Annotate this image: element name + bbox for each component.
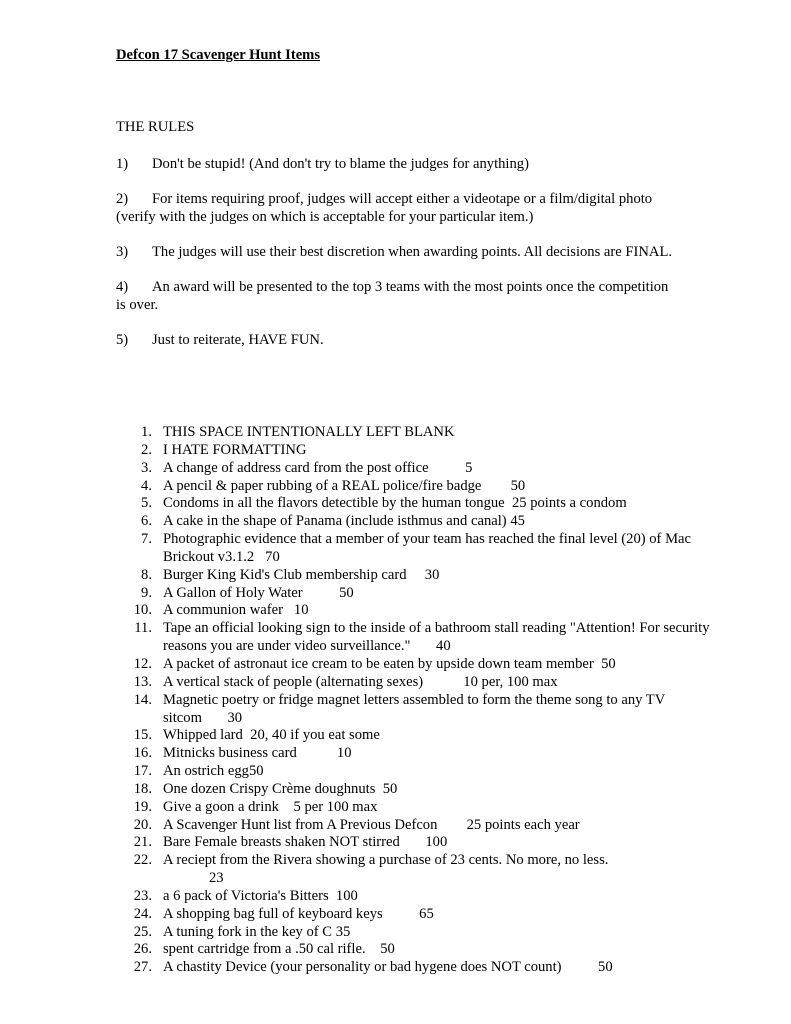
item-number: 15. bbox=[133, 727, 152, 744]
item-text: Condoms in all the flavors detectible by the human tongue bbox=[163, 495, 505, 512]
list-item bbox=[116, 442, 716, 460]
item-number: 13. bbox=[133, 673, 152, 690]
item-text: A shopping bag full of keyboard keys bbox=[163, 905, 383, 922]
item-points: 30 bbox=[227, 709, 243, 726]
item-text: A packet of astronaut ice cream to be eaten by upside down team member bbox=[163, 655, 594, 672]
item-points: 50 bbox=[601, 655, 616, 672]
item-number: 27. bbox=[133, 959, 152, 976]
list-item bbox=[116, 460, 716, 478]
rule-number: 2) bbox=[116, 191, 129, 207]
list-item bbox=[116, 852, 716, 888]
item-points: 65 bbox=[419, 905, 434, 922]
item-points: 50 bbox=[510, 477, 526, 494]
list-item bbox=[116, 692, 716, 728]
item-text: I HATE FORMATTING bbox=[163, 441, 307, 458]
list-item bbox=[116, 531, 716, 567]
item-points: 10 bbox=[293, 602, 309, 619]
item-points: 25 points each year bbox=[466, 816, 580, 833]
item-text: A pencil & paper rubbing of a REAL police/fire badge bbox=[163, 477, 482, 494]
item-text: a 6 pack of Victoria's Bitters bbox=[163, 887, 329, 904]
item-points: 5 bbox=[465, 459, 473, 476]
list-item bbox=[116, 941, 716, 959]
item-points: 23 bbox=[209, 870, 224, 887]
list-item bbox=[116, 585, 716, 603]
list-item bbox=[116, 834, 716, 852]
item-number: 19. bbox=[133, 798, 152, 815]
list-item bbox=[116, 656, 716, 674]
list-item bbox=[116, 478, 716, 496]
item-points: 5 per 100 max bbox=[293, 798, 378, 815]
item-number: 10. bbox=[133, 602, 152, 619]
list-item bbox=[116, 495, 716, 513]
item-number: 5. bbox=[141, 495, 152, 512]
item-points: 35 bbox=[335, 923, 351, 940]
item-points: 50 bbox=[339, 584, 354, 601]
item-number: 22. bbox=[133, 852, 152, 869]
item-points: 50 bbox=[380, 941, 395, 958]
list-item bbox=[116, 781, 716, 799]
item-text: A Gallon of Holy Water bbox=[163, 584, 303, 601]
item-number: 7. bbox=[141, 531, 152, 548]
rule-number: 3) bbox=[116, 244, 129, 260]
item-number: 6. bbox=[141, 513, 152, 530]
item-number: 25. bbox=[133, 923, 152, 940]
item-text: Magnetic poetry or fridge magnet letters assembled to form the theme song to any TV sitcom bbox=[163, 691, 666, 726]
list-item bbox=[116, 513, 716, 531]
document-title: Defcon 17 Scavenger Hunt Items bbox=[116, 47, 321, 63]
item-number: 3. bbox=[141, 459, 152, 476]
rules-list bbox=[116, 155, 676, 366]
rule-text: Just to reiterate, HAVE FUN. bbox=[152, 332, 324, 348]
rule-text: The judges will use their best discretion when awarding points. All decisions are FINAL. bbox=[152, 244, 673, 260]
item-points: 20, 40 if you eat some bbox=[250, 727, 380, 744]
item-points: 70 bbox=[265, 548, 280, 565]
item-points: 40 bbox=[436, 638, 451, 655]
list-item bbox=[116, 745, 716, 763]
item-points: 50 bbox=[598, 959, 613, 976]
rule-item bbox=[116, 331, 676, 349]
item-points: 30 bbox=[424, 566, 440, 583]
list-item bbox=[116, 799, 716, 817]
rule-item bbox=[116, 278, 676, 314]
list-item bbox=[116, 906, 716, 924]
item-number: 21. bbox=[133, 834, 152, 851]
item-text: A tuning fork in the key of C bbox=[163, 923, 333, 940]
item-number: 20. bbox=[133, 816, 152, 833]
item-number: 11. bbox=[134, 620, 152, 637]
list-item bbox=[116, 567, 716, 585]
list-item bbox=[116, 817, 716, 835]
item-number: 9. bbox=[141, 584, 152, 601]
item-number: 8. bbox=[141, 566, 152, 583]
item-text: Burger King Kid's Club membership card bbox=[163, 566, 407, 583]
item-text: A vertical stack of people (alternating sexes) bbox=[163, 673, 424, 690]
list-item bbox=[116, 959, 716, 977]
rule-number: 5) bbox=[116, 332, 129, 348]
item-text: A reciept from the Rivera showing a purchase of 23 cents. No more, no less. bbox=[163, 852, 609, 869]
item-number: 26. bbox=[133, 941, 152, 958]
item-number: 1. bbox=[141, 424, 152, 440]
item-points: 25 points a condom bbox=[511, 495, 627, 512]
item-points: 45 bbox=[510, 513, 525, 530]
item-text: Photographic evidence that a member of your team has reached the final level (20) of Mac Brickout v3.1.2 bbox=[163, 531, 691, 565]
item-number: 14. bbox=[133, 691, 152, 708]
item-text: A Scavenger Hunt list from A Previous Defcon bbox=[163, 816, 438, 833]
item-text: A change of address card from the post office bbox=[163, 459, 429, 476]
item-text: Give a goon a drink bbox=[163, 798, 279, 815]
items-list bbox=[116, 424, 716, 977]
item-points: 100 bbox=[425, 834, 448, 851]
item-text: Tape an official looking sign to the inside of a bathroom stall reading "Attention! For security reasons you are under video surveillance." bbox=[163, 620, 710, 655]
item-text: A communion wafer bbox=[163, 602, 283, 619]
rule-item bbox=[116, 243, 676, 261]
item-number: 17. bbox=[133, 763, 152, 780]
list-item bbox=[116, 727, 716, 745]
item-number: 18. bbox=[133, 780, 152, 797]
rule-number: 4) bbox=[116, 279, 129, 295]
list-item bbox=[116, 602, 716, 620]
rules-heading: THE RULES bbox=[116, 119, 195, 135]
item-text: A chastity Device (your personality or bad hygene does NOT count) bbox=[163, 959, 562, 976]
list-item bbox=[116, 888, 716, 906]
item-number: 12. bbox=[133, 655, 152, 672]
item-text: A cake in the shape of Panama (include isthmus and canal) bbox=[163, 513, 507, 530]
item-number: 23. bbox=[133, 887, 152, 904]
list-item bbox=[116, 763, 716, 781]
item-text: Whipped lard bbox=[163, 727, 243, 744]
rule-item bbox=[116, 155, 676, 173]
item-number: 24. bbox=[133, 905, 152, 922]
item-number: 16. bbox=[133, 745, 152, 762]
list-item bbox=[116, 424, 716, 442]
item-points: 10 per, 100 max bbox=[463, 673, 558, 690]
item-points: 50 bbox=[248, 763, 264, 780]
item-text: Mitnicks business card bbox=[163, 745, 297, 762]
item-text: Bare Female breasts shaken NOT stirred bbox=[163, 834, 400, 851]
item-text: spent cartridge from a .50 cal rifle. bbox=[163, 941, 366, 958]
rule-text: Don't be stupid! (And don't try to blame the judges for anything) bbox=[152, 156, 529, 172]
rule-item bbox=[116, 190, 676, 226]
rule-text: For items requiring proof, judges will accept either a videotape or a film/digital photo (verify with the judges on which is acceptable for your particular item.) bbox=[116, 191, 653, 225]
rule-text: An award will be presented to the top 3 teams with the most points once the competition is over. bbox=[116, 279, 669, 313]
item-points: 100 bbox=[335, 887, 358, 904]
item-points: 50 bbox=[382, 780, 398, 797]
item-number: 2. bbox=[141, 441, 152, 458]
item-text: THIS SPACE INTENTIONALLY LEFT BLANK bbox=[163, 424, 455, 440]
item-text: An ostrich egg bbox=[163, 763, 249, 780]
rule-number: 1) bbox=[116, 156, 129, 172]
list-item bbox=[116, 674, 716, 692]
item-number: 4. bbox=[141, 477, 152, 494]
item-text: One dozen Crispy Crème doughnuts bbox=[163, 780, 376, 797]
list-item bbox=[116, 924, 716, 942]
item-points: 10 bbox=[336, 745, 352, 762]
list-item bbox=[116, 620, 716, 656]
